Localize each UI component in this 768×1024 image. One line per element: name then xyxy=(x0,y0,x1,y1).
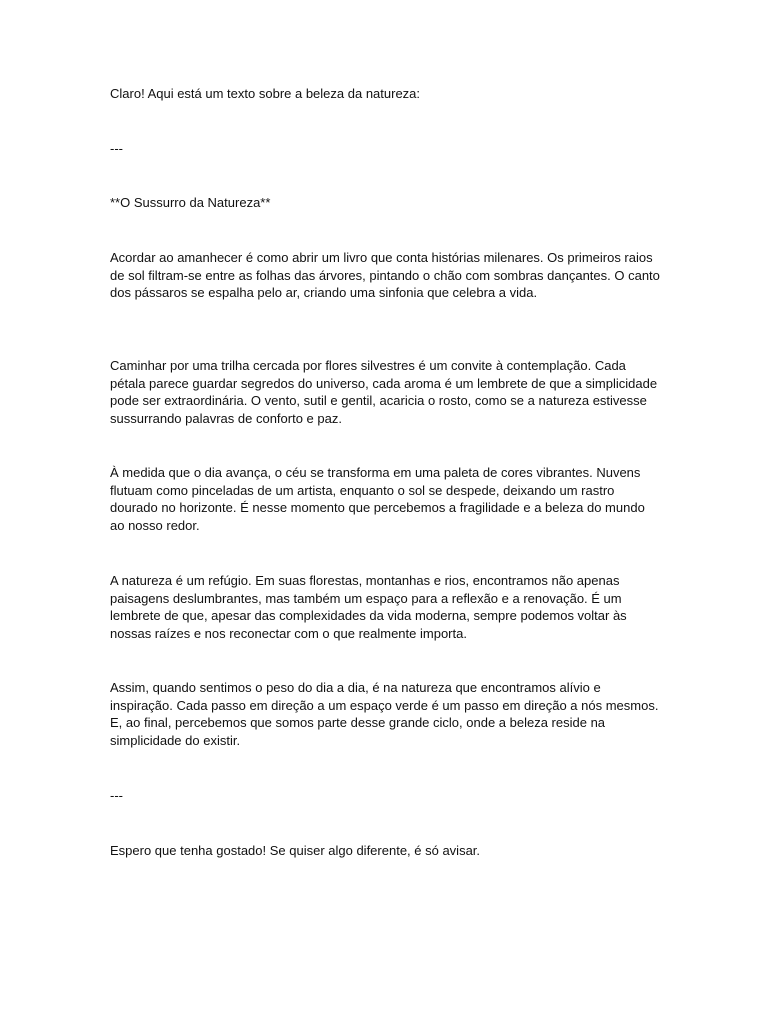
paragraph-2: Caminhar por uma trilha cercada por flores silvestres é um convite à contemplação. Cada pétala parece guardar segredos do universo, cada aroma é um lembrete de que a simplicidade pode ser extraordinária. O vento, sutil e gentil, acaricia o rosto, como se a natureza estivesse sussurrando palavras de conforto e paz. xyxy=(110,358,658,426)
separator-top: --- xyxy=(110,141,123,156)
document-title: **O Sussurro da Natureza** xyxy=(110,195,271,210)
paragraph-5: Assim, quando sentimos o peso do dia a dia, é na natureza que encontramos alívio e inspiração. Cada passo em direção a um espaço verde é um passo em direção a nós mesmos. E, ao final, percebemos que somos parte desse grande ciclo, onde a beleza reside na simplicidade do existir. xyxy=(110,680,659,748)
intro-line: Claro! Aqui está um texto sobre a beleza da natureza: xyxy=(110,86,421,101)
paragraph-3: À medida que o dia avança, o céu se transforma em uma paleta de cores vibrantes. Nuvens flutuam como pinceladas de um artista, enquanto o sol se despede, deixando um rastro dourado no horizonte. É nesse momento que percebemos a fragilidade e a beleza do mundo ao nosso redor. xyxy=(110,465,645,533)
paragraph-1: Acordar ao amanhecer é como abrir um livro que conta histórias milenares. Os primeiros raios de sol filtram-se entre as folhas das árvores, pintando o chão com sombras dançantes. O canto dos pássaros se espalha pelo ar, criando uma sinfonia que celebra a vida. xyxy=(110,250,660,301)
separator-bottom: --- xyxy=(110,788,123,803)
outro-line: Espero que tenha gostado! Se quiser algo diferente, é só avisar. xyxy=(110,843,481,858)
paragraph-4: A natureza é um refúgio. Em suas florestas, montanhas e rios, encontramos não apenas paisagens deslumbrantes, mas também um espaço para a reflexão e a renovação. É um lembrete de que, apesar das complexidades da vida moderna, sempre podemos voltar às nossas raízes e nos reconectar com o que realmente importa. xyxy=(110,573,627,641)
